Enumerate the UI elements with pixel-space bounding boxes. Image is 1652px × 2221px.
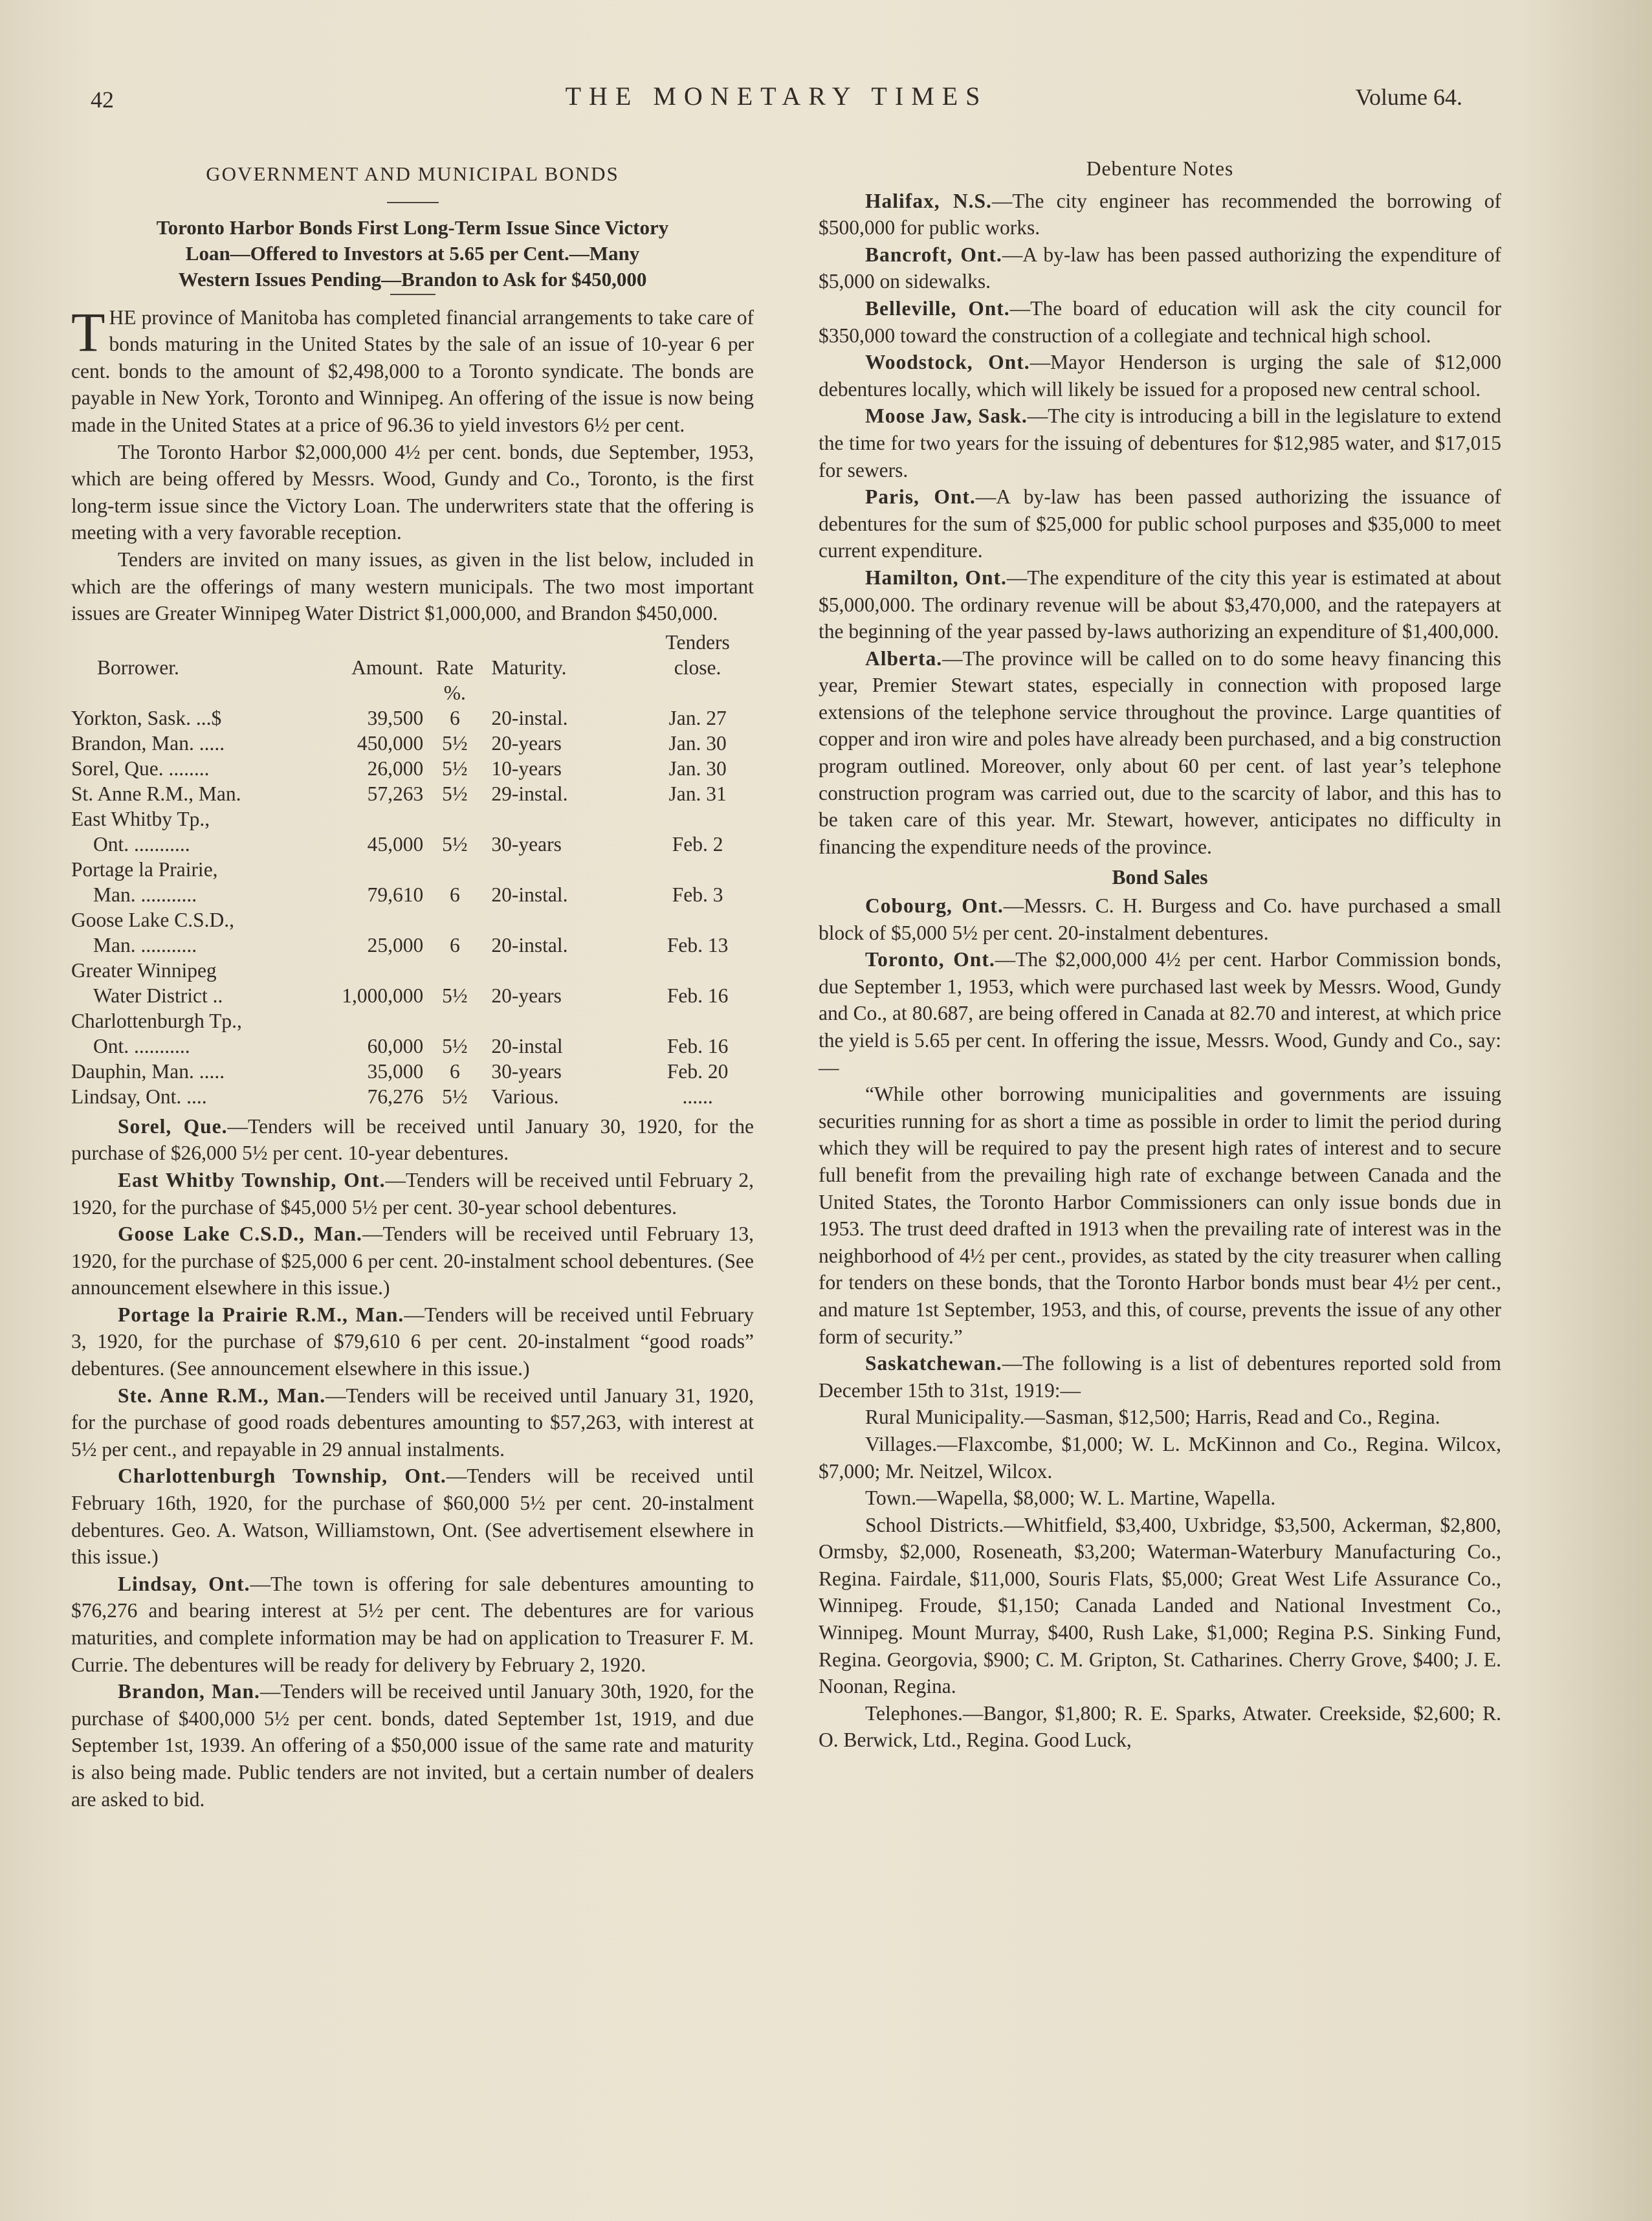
column-header: Borrower. (97, 656, 179, 679)
amount-value: 450,000 (357, 731, 424, 755)
maturity-value: 30-years (491, 1059, 562, 1083)
item-text: —A by-law has been passed authorizing the issuance of debentures for the sum of $25,000 for public school purposes and $35,000 to meet current expenditure. (819, 485, 1501, 562)
rate-value: 5½ (442, 1085, 468, 1108)
item-lead: Woodstock, Ont. (865, 351, 1030, 374)
table-body (71, 705, 757, 1109)
maturity-cell (486, 857, 638, 907)
amount-cell (336, 731, 423, 756)
borrower-cell (71, 731, 336, 756)
news-item (819, 403, 1501, 483)
item-text: —Tenders will be received until February 2, 1920, for the purchase of $45,000 5½ per cent. 30-year school debentures. (71, 1168, 754, 1219)
volume-label: Volume 64. (1355, 84, 1462, 110)
item-text: —The expenditure of the city this year is estimated at about $5,000,000. The ordinary revenue will be about $3,470,000, and the ratepayers at the beginning of the year passed by-laws authorizing an expenditure of $1,400,000. (819, 566, 1501, 643)
close-value: Feb. 16 (666, 984, 729, 1007)
amount-cell (336, 1059, 423, 1084)
maturity-value: 20-instal. (491, 706, 568, 729)
item-text: —The city is introducing a bill in the legislature to extend the time for two years for the issuing of debentures for $12,985 water, and $17,015 for sewers. (819, 404, 1501, 481)
intro-paragraph-2: The Toronto Harbor $2,000,000 4½ per cent. bonds, due September, 1953, which are being offered by Messrs. Wood, Gundy and Co., Toronto, is the first long-term issue since the Victory Loan. The underwriters state that the offering is meeting with a very favorable reception. (71, 440, 754, 544)
borrower-line: Dauphin, Man. ..... (71, 1059, 225, 1083)
rate-cell (423, 1008, 486, 1059)
subhead-line: Toronto Harbor Bonds First Long-Term Issue Since Victory (156, 215, 669, 239)
quoted-statement: “While other borrowing municipalities and governments are issuing securities running for as short a time as possible in order to limit the period during which they will be required to pay the present high rates of interest and to secure full benefit from the prevailing high rate of exchange between Canada and the United States, the Toronto Harbor Commissioners can only issue bonds due in 1953. The trust deed drafted in 1913 when the prevailing rate of interest was in the neighborhood of 4½ per cent., provides, as stated by the city treasurer when calling for tenders on these bonds, that the Toronto Harbor bonds must bear 4½ per cent., and mature 1st September, 1953, and this, of course, prevents the issue of any other form of security.” (819, 1083, 1501, 1348)
maturity-value: 20-instal. (491, 933, 568, 956)
saskatchewan-lists (819, 1404, 1501, 1754)
rate-cell (423, 731, 486, 756)
borrower-line: Lindsay, Ont. .... (71, 1085, 207, 1108)
list-item: Rural Municipality.—Sasman, $12,500; Harris, Read and Co., Regina. (865, 1406, 1440, 1429)
borrower-line: Charlottenburgh Tp., (71, 1009, 242, 1032)
close-cell (638, 1084, 757, 1109)
rate-value: 5½ (442, 832, 468, 856)
page-number: 42 (91, 87, 114, 113)
close-value: Jan. 30 (668, 757, 727, 780)
item-text: —Tenders will be received until January 31, 1920, for the purchase of good roads debentures amounting to $57,263, with interest at 5½ per cent., and repayable in 29 annual instalments. (71, 1384, 754, 1461)
borrower-line: Greater Winnipeg (71, 958, 217, 982)
news-item (71, 1678, 754, 1813)
amount-cell (336, 907, 423, 958)
rate-cell (423, 806, 486, 857)
maturity-value: Various. (491, 1085, 559, 1108)
table-row (71, 756, 757, 781)
right-column (819, 155, 1501, 1754)
item-lead: Bancroft, Ont. (865, 243, 1002, 266)
rate-cell (423, 756, 486, 781)
close-cell (638, 705, 757, 731)
amount-value: 57,263 (367, 782, 424, 805)
news-item (71, 1382, 754, 1463)
item-lead: Goose Lake C.S.D., Man. (118, 1222, 362, 1246)
item-lead: Belleville, Ont. (865, 296, 1010, 320)
amount-value: 60,000 (367, 1034, 424, 1057)
rate-value: 6 (449, 933, 460, 956)
amount-cell (336, 958, 423, 1008)
maturity-cell (486, 756, 638, 781)
intro-paragraph (71, 300, 754, 439)
column-header: Amount. (351, 656, 424, 679)
news-item (819, 295, 1501, 349)
maturity-value: 20-years (491, 731, 562, 755)
subhead-line: Western Issues Pending—Brandon to Ask for $450,000 (178, 267, 647, 291)
news-item (819, 564, 1501, 645)
table-header-top (71, 630, 757, 655)
item-text: —Tenders will be received until February 3, 1920, for the purchase of $79,610 6 per cent. 20-instalment “good roads” debentures. (See announcement elsewhere in this issue.) (71, 1303, 754, 1380)
item-text: —A by-law has been passed authorizing the expenditure of $5,000 on sidewalks. (819, 243, 1501, 293)
maturity-value: 10-years (491, 757, 562, 780)
borrower-line: East Whitby Tp., (71, 807, 210, 830)
rate-value: 5½ (442, 984, 468, 1007)
close-value: Feb. 16 (666, 1034, 729, 1057)
borrower-line: Ont. ........... (93, 832, 190, 856)
item-lead: Ste. Anne R.M., Man. (118, 1384, 326, 1407)
title-rule (387, 202, 439, 203)
item-lead: Alberta. (865, 646, 943, 670)
news-item (819, 645, 1501, 861)
borrower-cell (71, 756, 336, 781)
close-value: Jan. 30 (668, 731, 727, 755)
news-item (71, 1167, 754, 1221)
maturity-value: 20-instal. (491, 883, 568, 906)
borrower-line: Man. ........... (93, 883, 197, 906)
amount-value: 35,000 (367, 1059, 424, 1083)
list-item: Telephones.—Bangor, $1,800; R. E. Sparks, Atwater. Creekside, $2,600; R. O. Berwick, Ltd., Regina. Good Luck, (819, 1701, 1501, 1752)
item-text: —The town is offering for sale debentures amounting to $76,276 and bearing interest at 5½ per cent. The debentures are for various maturities, and complete information may be had on application to Treasurer F. M. Currie. The debentures will be ready for delivery by February 2, 1920. (71, 1572, 754, 1676)
rate-cell (423, 907, 486, 958)
table-row (71, 781, 757, 806)
table-row (71, 1008, 757, 1059)
close-cell (638, 781, 757, 806)
amount-value: 76,276 (367, 1085, 424, 1108)
rate-value: 6 (449, 883, 460, 906)
tender-items (71, 1113, 754, 1813)
item-lead: Moose Jaw, Sask. (865, 404, 1028, 428)
table-row (71, 1059, 757, 1084)
borrower-cell (71, 1059, 336, 1084)
article-subhead (71, 215, 754, 293)
close-cell (638, 857, 757, 907)
close-value: Jan. 31 (668, 782, 727, 805)
borrower-cell (71, 1084, 336, 1109)
item-text: —Tenders will be received until January 30, 1920, for the purchase of $26,000 5½ per cent. 10-year debentures. (71, 1114, 754, 1165)
item-lead: Lindsay, Ont. (118, 1572, 250, 1595)
item-lead: Hamilton, Ont. (865, 566, 1007, 589)
borrower-cell (71, 806, 336, 857)
rate-cell (423, 1059, 486, 1084)
table-row (71, 857, 757, 907)
amount-value: 79,610 (367, 883, 424, 906)
maturity-cell (486, 1008, 638, 1059)
maturity-value: 29-instal. (491, 782, 568, 805)
masthead: THE MONETARY TIMES (565, 82, 988, 111)
borrower-line: Portage la Prairie, (71, 857, 218, 881)
item-lead: East Whitby Township, Ont. (118, 1168, 386, 1191)
close-cell (638, 806, 757, 857)
close-cell (638, 731, 757, 756)
borrower-line: Water District .. (93, 984, 223, 1007)
item-lead: Charlottenburgh Township, Ont. (118, 1464, 446, 1488)
debenture-notes (819, 188, 1501, 861)
column-header: Maturity. (491, 656, 567, 679)
borrower-line: Sorel, Que. ........ (71, 757, 210, 780)
bond-sales-title: Bond Sales (1112, 866, 1208, 889)
maturity-cell (486, 806, 638, 857)
news-item (819, 483, 1501, 564)
table-header-row (71, 655, 757, 705)
maturity-cell (486, 907, 638, 958)
item-lead: Halifax, N.S. (865, 189, 992, 212)
maturity-value: 20-instal (491, 1034, 563, 1057)
item-text: —The board of education will ask the city council for $350,000 toward the construction of a collegiate and technical high school. (819, 296, 1501, 347)
news-item (71, 1113, 754, 1167)
item-lead: Brandon, Man. (118, 1680, 260, 1703)
close-cell (638, 1008, 757, 1059)
amount-cell (336, 781, 423, 806)
news-item (819, 892, 1501, 946)
close-cell (638, 907, 757, 958)
intro-paragraph-3: Tenders are invited on many issues, as given in the list below, included in which are the offerings of many western municipals. The two most important issues are Greater Winnipeg Water District $1,000,000, and Brandon $450,000. (71, 547, 754, 625)
maturity-cell (486, 1084, 638, 1109)
maturity-cell (486, 1059, 638, 1084)
bond-sales (819, 892, 1501, 1081)
rate-cell (423, 958, 486, 1008)
borrower-cell (71, 958, 336, 1008)
close-value: Feb. 3 (672, 883, 723, 906)
amount-value: 1,000,000 (342, 984, 424, 1007)
news-item (71, 1463, 754, 1570)
item-text: —The province will be called on to do some heavy financing this year, Premier Stewart states, especially in connection with proposed large extensions of the telephone service throughout the province. Large quantities of copper and iron wire and poles have already been purchased, and a big construction program outlined. Moreover, only about 60 per cent. of last year’s telephone construction program was carried out, due to the scarcity of labor, and this has to be taken care of this year. Mr. Stewart, however, anticipates no difficulty in financing the expenditure needs of the province. (819, 646, 1501, 858)
news-item (71, 1301, 754, 1382)
column-header: Rate %. (435, 656, 474, 704)
maturity-cell (486, 958, 638, 1008)
news-item (819, 349, 1501, 403)
news-item (71, 1221, 754, 1301)
table-row (71, 705, 757, 731)
borrower-line: St. Anne R.M., Man. (71, 782, 241, 805)
drop-cap: T (71, 300, 105, 363)
item-lead: Portage la Prairie R.M., Man. (118, 1303, 404, 1326)
subhead-line: Loan—Offered to Investors at 5.65 per Cent.—Many (185, 241, 640, 265)
table-row (71, 907, 757, 958)
borrower-line: Yorkton, Sask. ...$ (71, 706, 222, 729)
amount-value: 39,500 (367, 706, 424, 729)
rate-cell (423, 857, 486, 907)
borrower-line: Goose Lake C.S.D., (71, 908, 234, 931)
maturity-value: 30-years (491, 832, 562, 856)
amount-value: 26,000 (367, 757, 424, 780)
news-item (819, 188, 1501, 241)
item-lead: Cobourg, Ont. (865, 894, 1004, 918)
table-row (71, 806, 757, 857)
rate-value: 6 (449, 706, 460, 729)
maturity-cell (486, 731, 638, 756)
close-value: Feb. 2 (672, 832, 723, 856)
news-item (71, 1571, 754, 1678)
subhead-rule (390, 294, 435, 295)
column-header: close. (674, 656, 721, 679)
amount-cell (336, 1084, 423, 1109)
item-text: —Messrs. C. H. Burgess and Co. have purchased a small block of $5,000 5½ per cent. 20-instalment debentures. (819, 894, 1501, 944)
item-text: —The $2,000,000 4½ per cent. Harbor Commission bonds, due September 1, 1953, which were purchased last week by Messrs. Wood, Gundy and Co., at 80.687, are being offered in Canada at 82.70 and interest, at which price the yield is 5.65 per cent. In offering the issue, Messrs. Wood, Gundy and Co., say:— (819, 948, 1501, 1079)
section-title: GOVERNMENT AND MUNICIPAL BONDS (206, 162, 619, 185)
amount-cell (336, 756, 423, 781)
close-cell (638, 958, 757, 1008)
item-lead: Toronto, Ont. (865, 948, 995, 971)
intro-text: HE province of Manitoba has completed financial arrangements to take care of bonds maturing in the United States by the sale of an issue of 10-year 6 per cent. bonds to the amount of $2,498,000 to a Toronto syndicate. The bonds are payable in New York, Toronto and Winnipeg. An offering of the issue is now being made in the United States at a price of 96.36 to yield investors 6½ per cent. (71, 305, 754, 436)
list-item: Town.—Wapella, $8,000; W. L. Martine, Wapella. (865, 1486, 1276, 1510)
item-text: —Mayor Henderson is urging the sale of $12,000 debentures locally, which will likely be issued for a proposed new central school. (819, 351, 1501, 401)
rate-value: 5½ (442, 1034, 468, 1057)
item-lead: Paris, Ont. (865, 485, 976, 509)
amount-cell (336, 857, 423, 907)
rate-value: 5½ (442, 731, 468, 755)
list-item (819, 1350, 1501, 1404)
item-text: —Tenders will be received until February 13, 1920, for the purchase of $25,000 6 per cent. 20-instalment school debentures. (See announcement elsewhere in this issue.) (71, 1222, 754, 1299)
list-item: Villages.—Flaxcombe, $1,000; W. L. McKinnon and Co., Regina. Wilcox, $7,000; Mr. Neitzel, Wilcox. (819, 1432, 1501, 1483)
tenders-table (71, 630, 757, 1109)
amount-cell (336, 806, 423, 857)
close-cell (638, 756, 757, 781)
borrower-line: Ont. ........... (93, 1034, 190, 1057)
list-item: School Districts.—Whitfield, $3,400, Uxbridge, $3,500, Ackerman, $2,800, Ormsby, $2,000, Roseneath, $3,200; Waterman-Waterbury Manufacturing Co., Regina. Fairdale, $11,000, Souris Flats, $5,000; Great West Life Assurance Co., Winnipeg. Froude, $1,150; Canada Landed and National Investment Co., Winnipeg. Mount Murray, $400, Rush Lake, $1,000; Regina P.S. Sinking Fund, Regina. Georgovia, $900; C. M. Gripton, St. Catharines. Cherry Grove, $400; J. E. Noonan, Regina. (819, 1513, 1501, 1698)
rate-cell (423, 781, 486, 806)
rate-value: 5½ (442, 757, 468, 780)
maturity-value: 20-years (491, 984, 562, 1007)
page-header (91, 81, 1462, 120)
item-text: —The following is a list of debentures reported sold from December 15th to 31st, 1919:— (819, 1352, 1501, 1402)
item-text: —The city engineer has recommended the borrowing of $500,000 for public works. (819, 189, 1501, 239)
rate-value: 6 (449, 1059, 460, 1083)
borrower-cell (71, 857, 336, 907)
item-lead: Sorel, Que. (118, 1114, 228, 1138)
amount-cell (336, 1008, 423, 1059)
maturity-cell (486, 705, 638, 731)
item-text: —Tenders will be received until February 16th, 1920, for the purchase of $60,000 5½ per cent. 20-instalment debentures. Geo. A. Watson, Williamstown, Ont. (See advertisement elsewhere in this issue.) (71, 1464, 754, 1569)
rate-cell (423, 1084, 486, 1109)
debenture-notes-title: Debenture Notes (1086, 157, 1234, 180)
close-value: Feb. 20 (666, 1059, 729, 1083)
left-column (71, 155, 754, 1813)
rate-value: 5½ (442, 782, 468, 805)
news-item (819, 946, 1501, 1081)
item-text: —Tenders will be received until January 30th, 1920, for the purchase of $400,000 5½ per cent. bonds, dated September 1st, 1919, and due September 1st, 1939. An offering of a $50,000 issue of the same rate and maturity is also being made. Public tenders are not invited, but a certain number of dealers are asked to bid. (71, 1680, 754, 1811)
amount-value: 25,000 (367, 933, 424, 956)
maturity-cell (486, 781, 638, 806)
borrower-cell (71, 781, 336, 806)
close-value: Jan. 27 (668, 706, 727, 729)
amount-value: 45,000 (367, 832, 424, 856)
news-item (819, 241, 1501, 295)
rate-cell (423, 705, 486, 731)
table-row (71, 1084, 757, 1109)
close-cell (638, 1059, 757, 1084)
amount-cell (336, 705, 423, 731)
column-header-tenders: Tenders (665, 630, 730, 654)
borrower-line: Man. ........... (93, 933, 197, 956)
close-value: ...... (682, 1085, 713, 1108)
borrower-cell (71, 1008, 336, 1059)
borrower-cell (71, 907, 336, 958)
borrower-line: Brandon, Man. ..... (71, 731, 225, 755)
table-row (71, 958, 757, 1008)
borrower-cell (71, 705, 336, 731)
table-row (71, 731, 757, 756)
close-value: Feb. 13 (666, 933, 729, 956)
item-lead: Saskatchewan. (865, 1352, 1002, 1375)
